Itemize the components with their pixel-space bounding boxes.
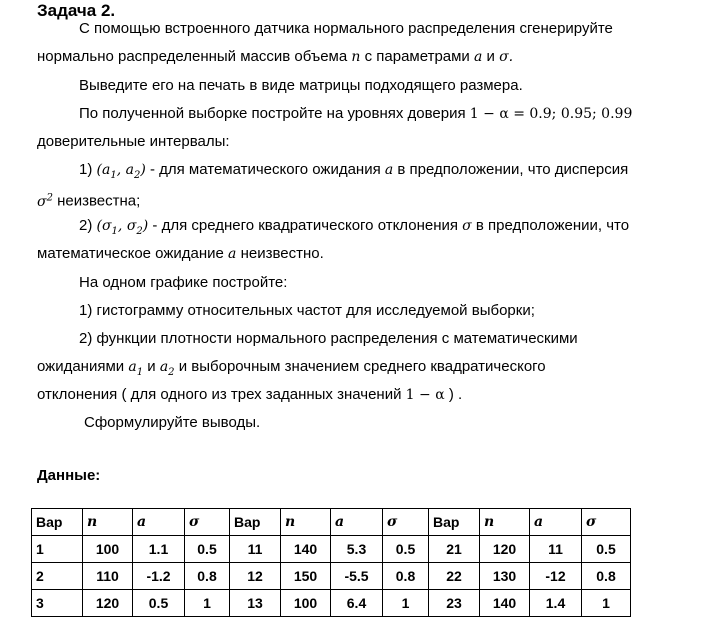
conclusion: Сформулируйте выводы.	[84, 414, 261, 431]
table-cell: -1.2	[133, 563, 185, 590]
variants-table	[31, 508, 631, 617]
table-header: n	[480, 509, 530, 536]
table-header: Вар	[32, 509, 83, 536]
table-cell: 23	[429, 590, 480, 617]
table-cell: -12	[530, 563, 582, 590]
table-cell: 0.8	[582, 563, 631, 590]
table-header: Вар	[429, 509, 480, 536]
table-header: σ	[582, 509, 631, 536]
paragraph-line: С помощью встроенного датчика нормального распределения сгенерируйте	[79, 20, 613, 37]
table-cell: 100	[83, 536, 133, 563]
table-cell: 11	[230, 536, 281, 563]
paragraph-line: математическое ожидание a неизвестно.	[37, 245, 324, 262]
table-cell: 11	[530, 536, 582, 563]
table-cell: 1.4	[530, 590, 582, 617]
table-cell: 130	[480, 563, 530, 590]
table-cell: 3	[32, 590, 83, 617]
table-cell: 1.1	[133, 536, 185, 563]
table-cell: 120	[480, 536, 530, 563]
paragraph-line: $\sigma^2$ неизвестна;	[37, 192, 141, 210]
table-cell: 13	[230, 590, 281, 617]
table-cell: 0.8	[185, 563, 230, 590]
table-header: Вар	[230, 509, 281, 536]
table-row	[32, 563, 631, 590]
interval-item-1: 1) ($a_1$, $a_2$) - для математического ожидания a в предположении, что дисперсия	[79, 161, 629, 181]
table-cell: 12	[230, 563, 281, 590]
table-cell: 0.5	[133, 590, 185, 617]
table-cell: 21	[429, 536, 480, 563]
table-header: n	[281, 509, 331, 536]
table-header: a	[530, 509, 582, 536]
paragraph-line: доверительные интервалы:	[37, 133, 230, 150]
table-cell: 1	[32, 536, 83, 563]
table-cell: 1	[383, 590, 429, 617]
table-row	[32, 536, 631, 563]
table-header: a	[331, 509, 383, 536]
table-cell: 0.8	[383, 563, 429, 590]
data-label: Данные:	[37, 467, 101, 484]
paragraph-line: отклонения ( для одного из трех заданных значений 1 − α ) .	[37, 386, 463, 403]
graph-item-2: 2) функции плотности нормального распределения с математическими	[79, 330, 578, 347]
interval-item-2: 2) ($\sigma_1$, $\sigma_2$) - для среднего квадратического отклонения σ в предположении, что	[79, 217, 630, 237]
table-cell: 1	[582, 590, 631, 617]
table-header: a	[133, 509, 185, 536]
table-header: σ	[383, 509, 429, 536]
paragraph-line: нормально распределенный массив объема n с параметрами a и σ.	[37, 48, 514, 65]
table-cell: 110	[83, 563, 133, 590]
table-header: n	[83, 509, 133, 536]
table-cell: 120	[83, 590, 133, 617]
table-cell: -5.5	[331, 563, 383, 590]
paragraph-line: ожиданиями $a_1$ и $a_2$ и выборочным значением среднего квадратического	[37, 358, 546, 378]
paragraph-line: По полученной выборке постройте на уровнях доверия 1 − α = 0.9; 0.95; 0.99	[79, 105, 633, 122]
table-cell: 0.5	[383, 536, 429, 563]
table-cell: 6.4	[331, 590, 383, 617]
table-cell: 150	[281, 563, 331, 590]
paragraph-line: Выведите его на печать в виде матрицы подходящего размера.	[79, 77, 523, 94]
table-cell: 0.5	[582, 536, 631, 563]
task-title: Задача 2.	[37, 1, 116, 20]
table-cell: 140	[281, 536, 331, 563]
table-row	[32, 590, 631, 617]
paragraph-line: На одном графике постройте:	[79, 274, 288, 291]
table-cell: 1	[185, 590, 230, 617]
table-cell: 5.3	[331, 536, 383, 563]
table-cell: 22	[429, 563, 480, 590]
table-cell: 0.5	[185, 536, 230, 563]
table-cell: 140	[480, 590, 530, 617]
table-header-row	[32, 509, 631, 536]
table-cell: 100	[281, 590, 331, 617]
graph-item-1: 1) гистограмму относительных частот для исследуемой выборки;	[79, 302, 535, 319]
table-header: σ	[185, 509, 230, 536]
confidence-levels: 1 − α = 0.9; 0.95; 0.99	[469, 106, 633, 122]
table-cell: 2	[32, 563, 83, 590]
